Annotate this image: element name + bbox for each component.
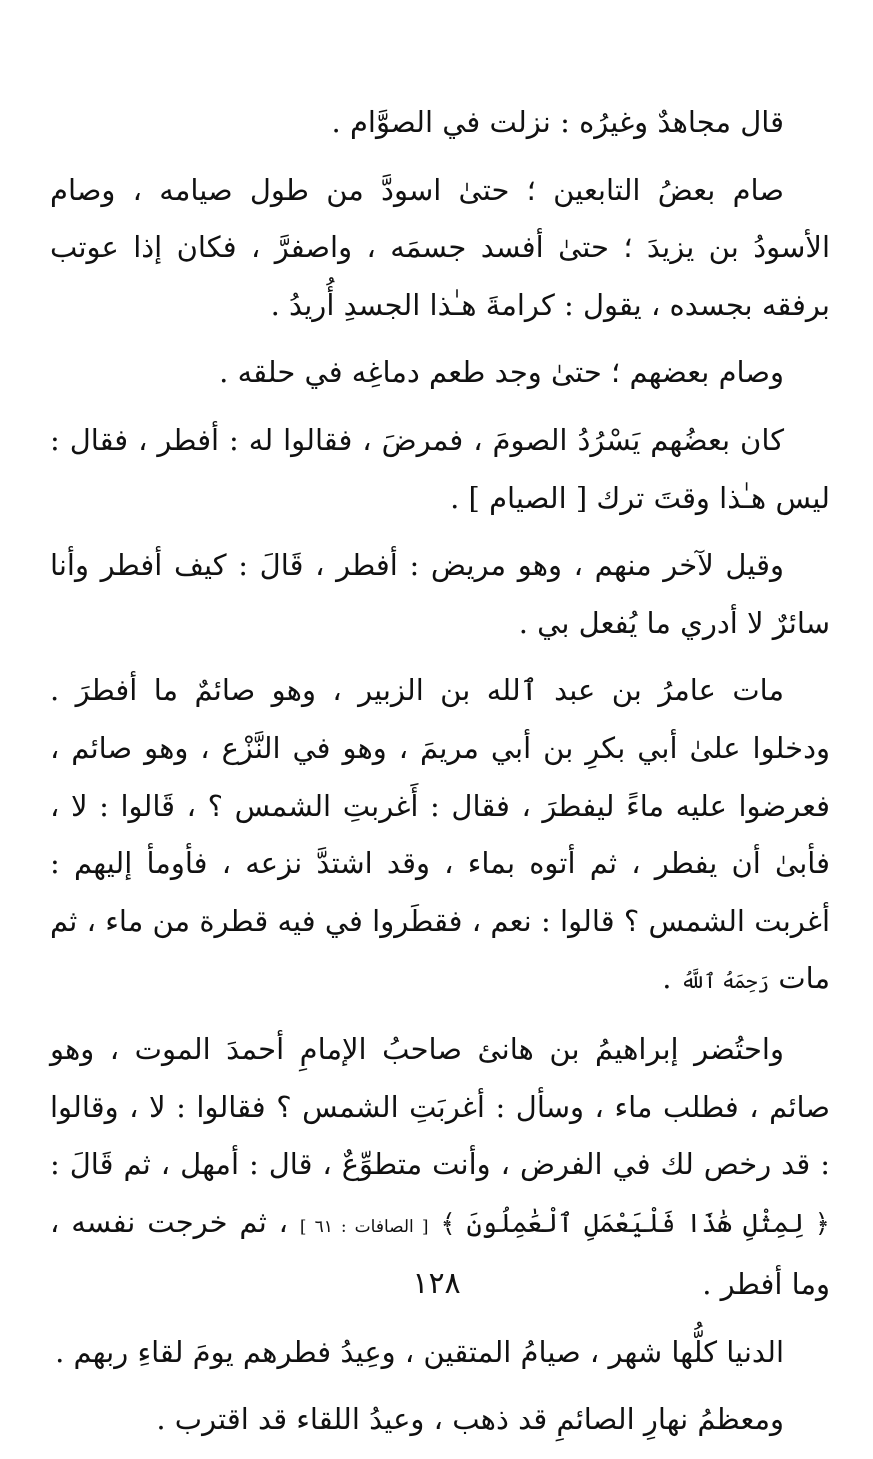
paragraph-sick-traveler	[50, 537, 830, 652]
paragraph-dunya-month	[50, 1324, 830, 1382]
paragraph-text: صام بعضُ التابعين ؛ حتىٰ اسودَّ من طول صيامه ، وصام الأسودُ بن يزيدَ ؛ حتىٰ أفسد جسمَه ، واصفرَّ ، فكان إذا عوتب برفقه بجسده ، يقول : كرامةَ هـٰذا الجسدِ أُريدُ .	[50, 172, 830, 322]
quran-verse: ﴿ لِمِثْلِ هَٰذَا فَلْيَعْمَلِ ٱلْعَٰمِلُونَ ﴾	[440, 1208, 830, 1239]
paragraph-text: كان بعضُهم يَسْرُدُ الصومَ ، فمرضَ ، فقالوا له : أفطر ، فقال : ليس هـٰذا وقتَ ترك [ الصيام ] .	[50, 422, 830, 515]
paragraph-text: واحتُضر إبراهيمُ بن هانئ صاحبُ الإمامِ أحمدَ الموت ، وهو صائم ، فطلب ماء ، وسأل : أغربَتِ الشمس ؟ فقالوا : لا ، وقالوا : قد رخص لك في الفرض ، وأنت متطوِّعٌ ، قال : أمهل ، ثم قَالَ :	[50, 1031, 830, 1182]
paragraph-mujahid	[50, 94, 830, 152]
paragraph-text: وصام بعضهم ؛ حتىٰ وجد طعم دماغِه في حلقه .	[219, 355, 784, 390]
paragraph-day-gone	[50, 1391, 830, 1449]
honorific-rahimahullah: رَحِمَهُ ٱللَّهُ	[680, 969, 770, 994]
page-number: ١٢٨	[412, 1266, 461, 1301]
paragraph-text: قال مجاهدٌ وغيرُه : نزلت في الصوَّام .	[331, 105, 784, 139]
paragraph-text: الدنيا كلُّها شهر ، صيامُ المتقين ، وعِيدُ فطرهم يومَ لقاءِ ربهم .	[55, 1334, 784, 1369]
paragraph-continuous-fasting	[50, 412, 830, 527]
quran-reference: [ الصافات : ٦١ ]	[299, 1216, 429, 1237]
paragraph-amir-ibn-zubair	[50, 662, 830, 1011]
body-text	[50, 94, 830, 1459]
paragraph-text-end: ، ثم خرجت نفسه ، وما أفطر .	[50, 1204, 830, 1302]
paragraph-text: وقيل لآخر منهم ، وهو مريض : أفطر ، قَالَ : كيف أفطر وأنا سائرٌ لا أدري ما يُفعل بي .	[50, 548, 830, 640]
paragraph-tabieen-fasting	[50, 162, 830, 335]
paragraph-text-end: .	[662, 961, 672, 996]
paragraph-brain-taste	[50, 344, 830, 402]
paragraph-text: ومعظمُ نهارِ الصائمِ قد ذهب ، وعيدُ اللقاء قد اقترب .	[156, 1402, 784, 1437]
paragraph-text: مات عامرُ بن عبد ٱلله بن الزبير ، وهو صائمٌ ما أفطرَ . ودخلوا علىٰ أبي بكرِ بن أبي مريمَ ، وهو في النَّزْع ، وهو صائم ، فعرضوا عليه ماءً ليفطرَ ، فقال : أَغربتِ الشمس ؟ ، قَالوا : لا ، فأبىٰ أن يفطر ، ثم أتوه بماء ، وقد اشتدَّ نزعه ، فأومأ إليهم : أغربت الشمس ؟ قالوا : نعم ، فقطَروا في فيه قطرة من ماء ، ثم مات	[50, 673, 830, 996]
